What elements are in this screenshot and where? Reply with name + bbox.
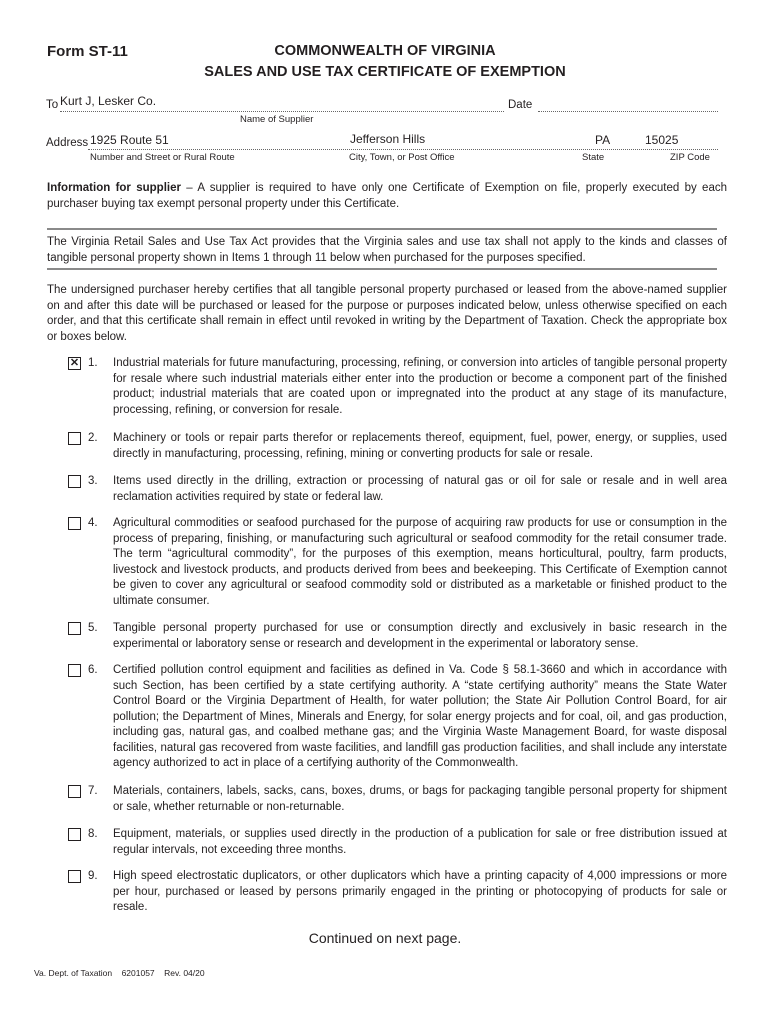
zip-caption: ZIP Code — [670, 152, 710, 163]
supplier-name-line — [60, 111, 504, 112]
state-field[interactable]: PA — [595, 133, 611, 147]
supplier-info-text: – A supplier is required to have only one Certificate of Exemption on file, properly executed by each purchaser buying tax exempt personal property under this Certificate. — [47, 182, 727, 210]
item-4-checkbox[interactable] — [68, 517, 81, 530]
item-text: Agricultural commodities or seafood purchased for the purpose of acquiring raw products for use or consumption in the process of preparing, finishing, or manufacturing such agricultural or seafood commodity for the retail consumer trade. The term “agricultural commodity”, for the purposes of this exemption, means horticultural, poultry, farm products, livestock and livestock products, and products derived from bees and beekeeping. This Certificate of Exemption cannot be given to cover any agricultural or seafood commodity sold or distributed as a marketable or finished product to the ultimate consumer. — [113, 517, 727, 607]
supplier-info-heading: Information for supplier — [47, 182, 181, 194]
item-9-checkbox[interactable] — [68, 870, 81, 883]
item-number: 2. — [88, 432, 98, 444]
certification-paragraph: The undersigned purchaser hereby certifies that all tangible personal property purchased or leased from the above-named supplier on and after this date will be purchased or leased for the purpose or purposes indicated below, unless otherwise specified on each order, and that this certificate shall remain in effect until revoked in writing by the Department of Taxation. Check the appropriate box or boxes below. — [47, 284, 727, 343]
item-8-checkbox[interactable] — [68, 828, 81, 841]
item-number: 1. — [88, 357, 98, 369]
item-1-checkbox[interactable] — [68, 357, 81, 370]
item-6-checkbox[interactable] — [68, 664, 81, 677]
item-7-checkbox[interactable] — [68, 785, 81, 798]
address-label: Address — [46, 137, 89, 149]
item-text: High speed electrostatic duplicators, or other duplicators which have a printing capacity of 4,000 impressions or more per hour, purchased or leased by persons primarily engaged in the printing or photocopying of products for sale or resale. — [113, 870, 727, 913]
item-number: 6. — [88, 664, 98, 676]
city-caption: City, Town, or Post Office — [349, 152, 455, 163]
to-label: To — [46, 99, 59, 111]
item-number: 3. — [88, 475, 98, 487]
divider-bottom — [47, 268, 717, 270]
item-number: 9. — [88, 870, 98, 882]
item-number: 8. — [88, 828, 98, 840]
state-caption: State — [582, 152, 605, 163]
street-caption: Number and Street or Rural Route — [90, 152, 235, 163]
form-title-line-2: SALES AND USE TAX CERTIFICATE OF EXEMPTION — [204, 64, 566, 80]
item-text: Equipment, materials, or supplies used directly in the production of a publication for sale or free distribution issued at regular intervals, not exceeding three months. — [113, 828, 727, 856]
item-text: Items used directly in the drilling, extraction or processing of natural gas or oil for sale or resale and in well area reclamation activities required by state or federal law. — [113, 475, 727, 503]
supplier-name-field[interactable]: Kurt J, Lesker Co. — [60, 94, 157, 108]
zip-field[interactable]: 15025 — [645, 133, 679, 147]
date-label: Date — [508, 99, 533, 111]
tax-act-paragraph: The Virginia Retail Sales and Use Tax Act provides that the Virginia sales and use tax shall not apply to the kinds and classes of tangible personal property shown in Items 1 through 11 below when purchased for the purposes specified. — [47, 236, 727, 264]
continued-note: Continued on next page. — [308, 930, 462, 946]
item-text: Materials, containers, labels, sacks, cans, boxes, drums, or bags for packaging tangible personal property for shipment or sale, whether returnable or non-returnable. — [113, 785, 727, 813]
address-line — [88, 149, 718, 150]
form-title-line-1: COMMONWEALTH OF VIRGINIA — [274, 43, 496, 59]
item-3-checkbox[interactable] — [68, 475, 81, 488]
item-text: Industrial materials for future manufacturing, processing, refining, or conversion into articles of tangible personal property for resale where such industrial materials either enter into the production or become a component part of the finished product; industrial materials that are coated upon or impregnated into the product at any stage of its manufacture, processing, refining, or conversion for resale. — [113, 357, 727, 416]
supplier-info-paragraph — [47, 181, 727, 212]
footer-revision: Va. Dept. of Taxation 6201057 Rev. 04/20 — [34, 968, 205, 978]
item-number: 7. — [88, 785, 98, 797]
date-line — [538, 111, 718, 112]
item-number: 4. — [88, 517, 98, 529]
item-number: 5. — [88, 622, 98, 634]
divider-top — [47, 228, 717, 230]
item-text: Tangible personal property purchased for use or consumption directly and exclusively in basic research in the experimental or laboratory sense or research and development in the experimental or laboratory sense. — [113, 622, 727, 650]
item-5-checkbox[interactable] — [68, 622, 81, 635]
street-field[interactable]: 1925 Route 51 — [90, 133, 169, 147]
supplier-name-caption: Name of Supplier — [240, 114, 314, 125]
item-text: Certified pollution control equipment and facilities as defined in Va. Code § 58.1-3660 and which in accordance with such Section, has been certified by a state certifying authority. A “state certifying authority” means the State Water Control Board or the Virginia Department of Health, for water pollution; the State Air Pollution Control Board, for air pollution; the Department of Mines, Minerals and Energy, for solar energy projects and for coal, oil, and gas production, including gas, natural gas, and coalbed methane gas; and the Virginia Waste Management Board, for waste disposal facilities, natural gas recovered from waste facilities, and landfill gas production facilities, and shall include any interstate agency authorized to act in place of a certifying authority of the Commonwealth. — [113, 664, 727, 769]
item-text: Machinery or tools or repair parts therefor or replacements thereof, equipment, fuel, power, energy, or supplies, used directly in manufacturing, processing, refining, mining or converting products for sale or resale. — [113, 432, 727, 460]
form-number: Form ST-11 — [47, 43, 128, 60]
city-field[interactable]: Jefferson Hills — [350, 132, 426, 146]
item-2-checkbox[interactable] — [68, 432, 81, 445]
